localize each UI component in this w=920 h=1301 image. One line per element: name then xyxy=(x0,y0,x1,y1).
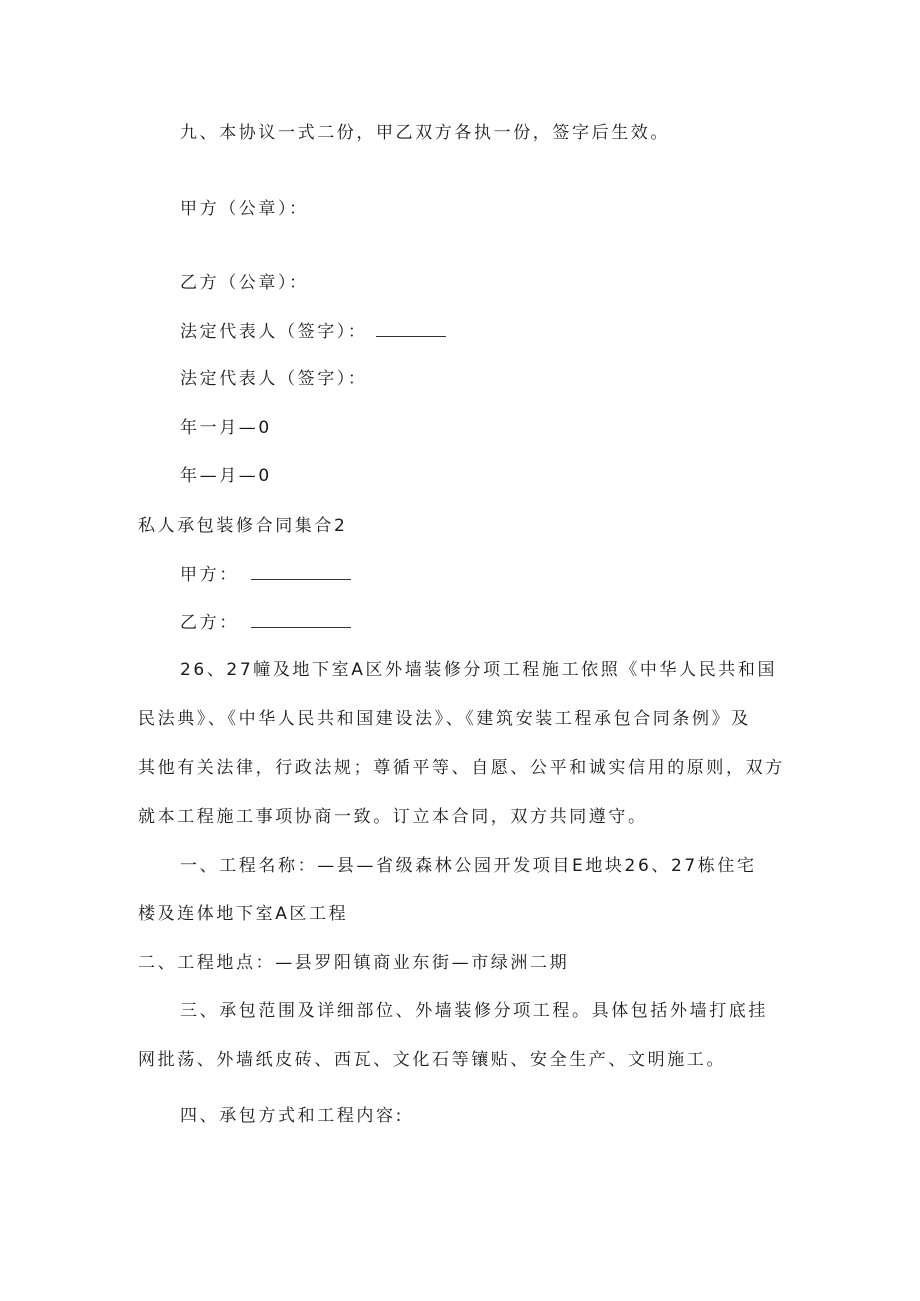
scope-line-1: 三、承包范围及详细部位、外墙装修分项工程。具体包括外墙打底挂 xyxy=(180,1001,768,1021)
party-a-blank xyxy=(251,563,351,580)
section-title: 私人承包装修合同集合2 xyxy=(138,516,348,536)
intro-line-1: 26、27幢及地下室A区外墙装修分项工程施工依照《中华人民共和国 xyxy=(180,660,778,680)
party-b-blank xyxy=(251,611,351,628)
intro-line-3: 其他有关法律，行政法规；尊循平等、自愿、公平和诚实信用的原则，双方 xyxy=(138,758,785,778)
scope-line-2: 网批荡、外墙纸皮砖、西瓦、文化石等镶贴、安全生产、文明施工。 xyxy=(138,1050,726,1070)
party-b-label: 乙方： xyxy=(180,613,239,633)
signature-blank-1 xyxy=(376,320,446,337)
party-b-seal-label: 乙方（公章）： xyxy=(180,273,309,293)
legal-rep-label-1: 法定代表人（签字）： xyxy=(180,322,368,342)
legal-rep-line-1 xyxy=(180,320,446,343)
clause-nine: 九、本协议一式二份，甲乙双方各执一份，签字后生效。 xyxy=(180,123,670,143)
party-a-label: 甲方： xyxy=(180,565,239,585)
legal-rep-label-2: 法定代表人（签字）： xyxy=(180,369,368,389)
project-name-line-2: 楼及连体地下室A区工程 xyxy=(138,904,349,924)
project-name-line-1: 一、工程名称：—县—省级森林公园开发项目E地块26、27栋住宅 xyxy=(180,856,757,876)
date-line-1: 年一月—0 xyxy=(180,418,272,438)
date-line-2: 年—月—0 xyxy=(180,466,272,486)
intro-line-2: 民法典》、《中华人民共和国建设法》、《建筑安装工程承包合同条例》及 xyxy=(138,709,751,729)
party-b-line xyxy=(180,611,351,634)
clause-four: 四、承包方式和工程内容: xyxy=(180,1106,404,1126)
party-a-line xyxy=(180,563,351,586)
intro-line-4: 就本工程施工事项协商一致。订立本合同，双方共同遵守。 xyxy=(138,807,648,827)
project-location: 二、工程地点：—县罗阳镇商业东街—市绿洲二期 xyxy=(138,953,570,973)
party-a-seal-label: 甲方（公章）： xyxy=(180,199,309,219)
